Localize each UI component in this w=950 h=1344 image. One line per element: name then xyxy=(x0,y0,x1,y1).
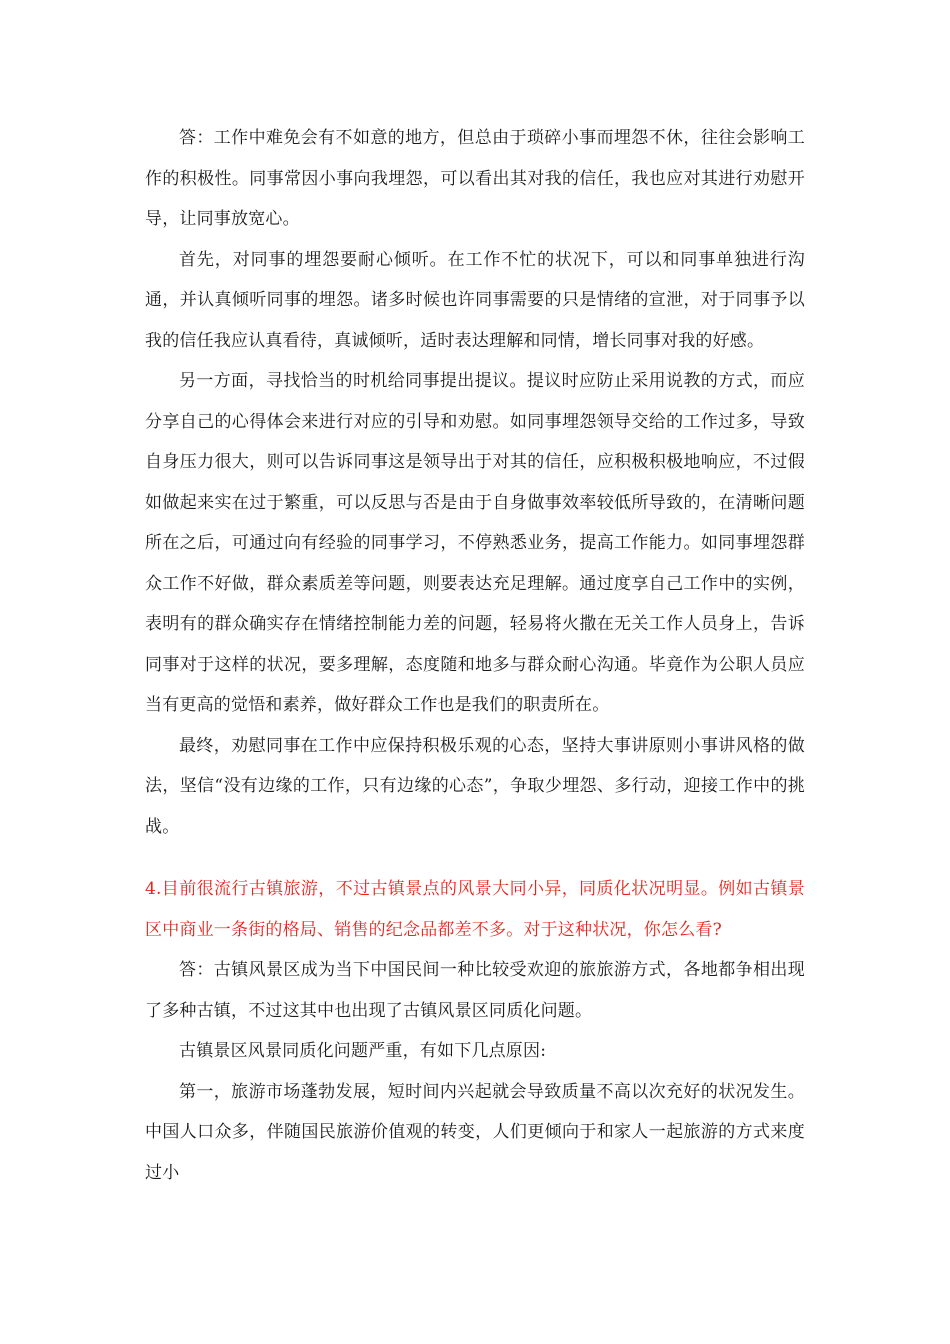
answer-paragraph-intro-2: 答：古镇风景区成为当下中国民间一种比较受欢迎的旅旅游方式，各地都争相出现了多种古镇，不过这其中也出现了古镇风景区同质化问题。 xyxy=(145,960,805,1021)
answer-paragraph-reason-one: 第一，旅游市场蓬勃发展，短时间内兴起就会导致质量不高以次充好的状况发生。中国人口众多，伴随国民旅游价值观的转变，人们更倾向于和家人一起旅游的方式来度过小 xyxy=(145,1081,805,1183)
answer-paragraph-conclusion: 最终，劝慰同事在工作中应保持积极乐观的心态，坚持大事讲原则小事讲风格的做法，坚信“没有边缘的工作，只有边缘的心态”，争取少埋怨、多行动，迎接工作中的挑战。 xyxy=(145,735,805,837)
document-body xyxy=(145,118,805,1193)
answer-paragraph-second-point: 另一方面，寻找恰当的时机给同事提出提议。提议时应防止采用说教的方式，而应分享自己的心得体会来进行对应的引导和劝慰。如同事埋怨领导交给的工作过多，导致自身压力很大，则可以告诉同事这是领导出于对其的信任，应积极积极地响应，不过假如做起来实在过于繁重，可以反思与否是由于自身做事效率较低所导致的，在清晰问题所在之后，可通过向有经验的同事学习，不停熟悉业务，提高工作能力。如同事埋怨群众工作不好做，群众素质差等问题，则要表达充足理解。通过度享自己工作中的实例，表明有的群众确实存在情绪控制能力差的问题，轻易将火撒在无关工作人员身上，告诉同事对于这样的状况，要多理解，态度随和地多与群众耐心沟通。毕竟作为公职人员应当有更高的觉悟和素养，做好群众工作也是我们的职责所在。 xyxy=(145,371,805,715)
answer-paragraph-first-point: 首先，对同事的埋怨要耐心倾听。在工作不忙的状况下，可以和同事单独进行沟通，并认真倾听同事的埋怨。诸多时候也许同事需要的只是情绪的宣泄，对于同事予以我的信任我应认真看待，真诚倾听，适时表达理解和同情，增长同事对我的好感。 xyxy=(145,249,805,351)
answer-paragraph-intro: 答：工作中难免会有不如意的地方，但总由于琐碎小事而埋怨不休，往往会影响工作的积极性。同事常因小事向我埋怨，可以看出其对我的信任，我也应对其进行劝慰开导，让同事放宽心。 xyxy=(145,128,805,229)
answer-paragraph-reasons-lead: 古镇景区风景同质化问题严重，有如下几点原因: xyxy=(179,1041,547,1061)
question-heading: 4.目前很流行古镇旅游，不过古镇景点的风景大同小异，同质化状况明显。例如古镇景区中商业一条街的格局、销售的纪念品都差不多。对于这种状况，你怎么看? xyxy=(145,879,805,940)
